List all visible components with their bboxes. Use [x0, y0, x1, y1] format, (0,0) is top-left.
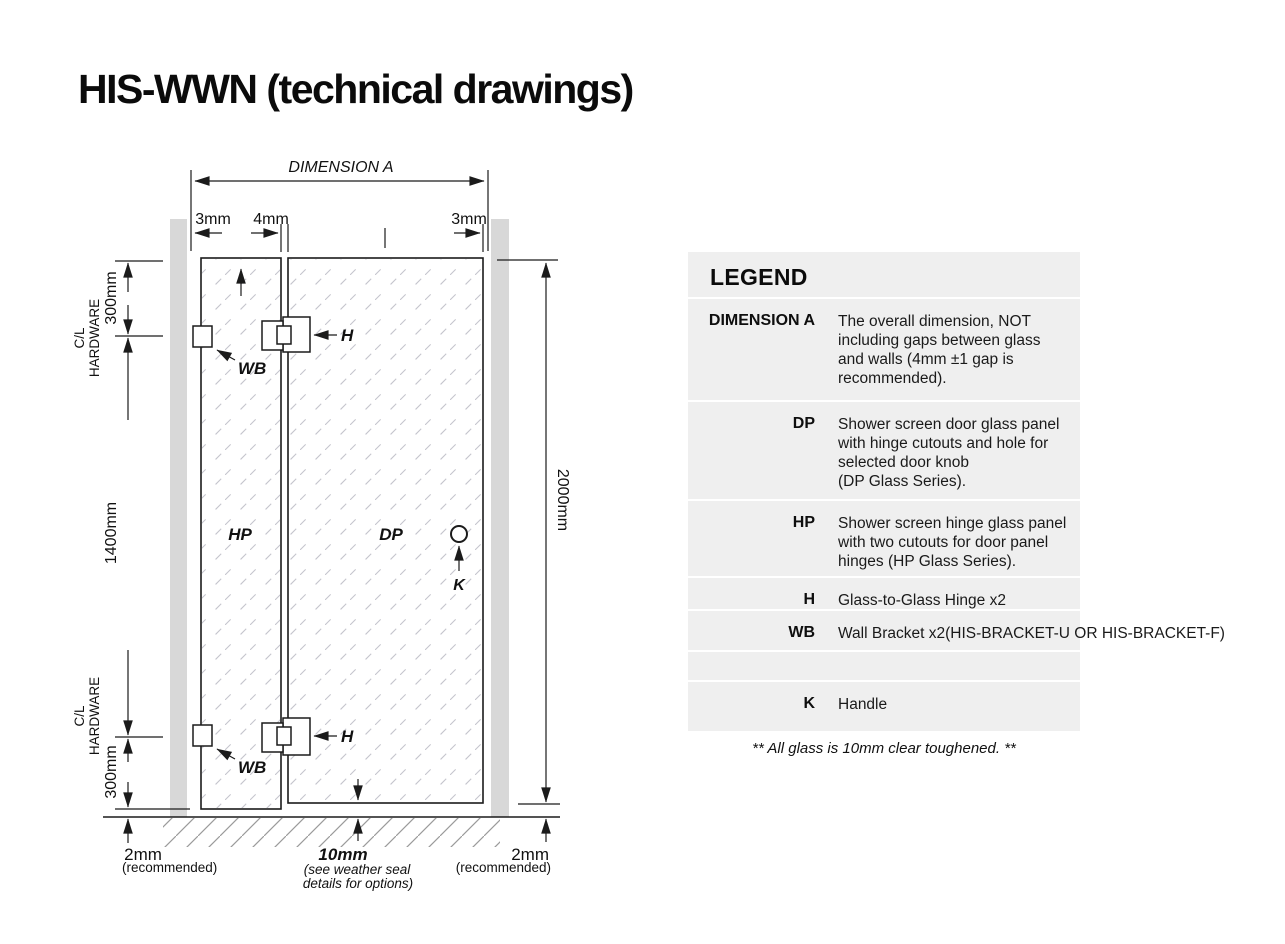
legend-term: K	[803, 695, 815, 712]
legend-row-hp	[688, 499, 1080, 576]
legend-definition: Shower screen door glass panel with hinge cutouts and hole for selected door knob (DP Glass Series).	[838, 416, 1060, 490]
legend-row-dimension-a	[688, 297, 1080, 400]
gap-right-label: 3mm	[451, 211, 487, 228]
cl-hardware-bottom-line2: HARDWARE	[87, 676, 102, 756]
hinge-bottom-label: H	[341, 727, 354, 746]
legend-row-dp	[688, 400, 1080, 499]
hardware-bottom-offset-label: 300mm	[103, 745, 120, 799]
hinge-panel-label: HP	[228, 525, 252, 544]
wall-right	[491, 219, 509, 817]
door-floor-gap-note2: details for options)	[302, 876, 414, 891]
dim-a-label: DIMENSION A	[288, 159, 394, 176]
floor-hatch	[163, 818, 500, 847]
legend-term: DIMENSION A	[708, 312, 815, 329]
wall-left	[170, 219, 187, 817]
legend-row-k	[688, 680, 1080, 731]
hardware-spacing-label: 1400mm	[103, 501, 120, 565]
door-panel-label: DP	[379, 525, 403, 544]
legend-row-empty	[688, 650, 1080, 680]
hinge-top-label: H	[341, 326, 354, 345]
legend-definition: Glass-to-Glass Hinge x2	[838, 592, 1006, 609]
height-label: 2000mm	[554, 468, 571, 532]
hinge-top	[262, 317, 310, 352]
legend-term: DP	[792, 415, 815, 432]
glass-footnote: ** All glass is 10mm clear toughened. **	[752, 740, 1016, 757]
legend-term: WB	[788, 624, 815, 641]
legend-row-wb	[688, 609, 1225, 650]
legend-term: H	[803, 591, 815, 608]
handle-label: K	[453, 577, 465, 594]
hinge-bottom	[262, 718, 310, 755]
hardware-top-offset-label: 300mm	[103, 271, 120, 325]
door-floor-gap-note1: (see weather seal	[303, 862, 411, 877]
cl-hardware-top-line2: HARDWARE	[87, 298, 102, 378]
floor-gap-left-note: (recommended)	[122, 860, 218, 875]
gap-middle-label: 4mm	[253, 211, 289, 228]
cl-hardware-bottom-line1: C/L	[72, 705, 87, 727]
legend-definition: Shower screen hinge glass panel with two cutouts for door panel hinges (HP Glass Series).	[838, 515, 1067, 570]
legend-title: LEGEND	[710, 264, 808, 290]
legend-definition: Handle	[838, 696, 888, 713]
wb-bottom-label: WB	[238, 758, 267, 777]
floor-gap-right-note: (recommended)	[455, 860, 551, 875]
cl-hardware-top-line1: C/L	[72, 327, 87, 349]
floor-gap-right-label: 2mm	[511, 845, 549, 864]
legend-row-h	[688, 576, 1080, 609]
legend-definition: Wall Bracket x2(HIS-BRACKET-U OR HIS-BRACKET-F)	[838, 625, 1225, 642]
page-title: HIS-WWN (technical drawings)	[78, 66, 633, 112]
door-knob	[451, 526, 467, 542]
wall-bracket-bottom	[193, 725, 212, 746]
gap-left-label: 3mm	[195, 211, 231, 228]
wb-top-label: WB	[238, 359, 267, 378]
legend-term: HP	[792, 514, 815, 531]
door-floor-gap-label: 10mm	[318, 845, 368, 864]
legend-panel	[688, 252, 1225, 731]
legend-definition: The overall dimension, NOT including gaps between glass and walls (4mm ±1 gap is recommended).	[838, 313, 1041, 387]
floor-gap-left-label: 2mm	[124, 845, 162, 864]
wall-bracket-top	[193, 326, 212, 347]
